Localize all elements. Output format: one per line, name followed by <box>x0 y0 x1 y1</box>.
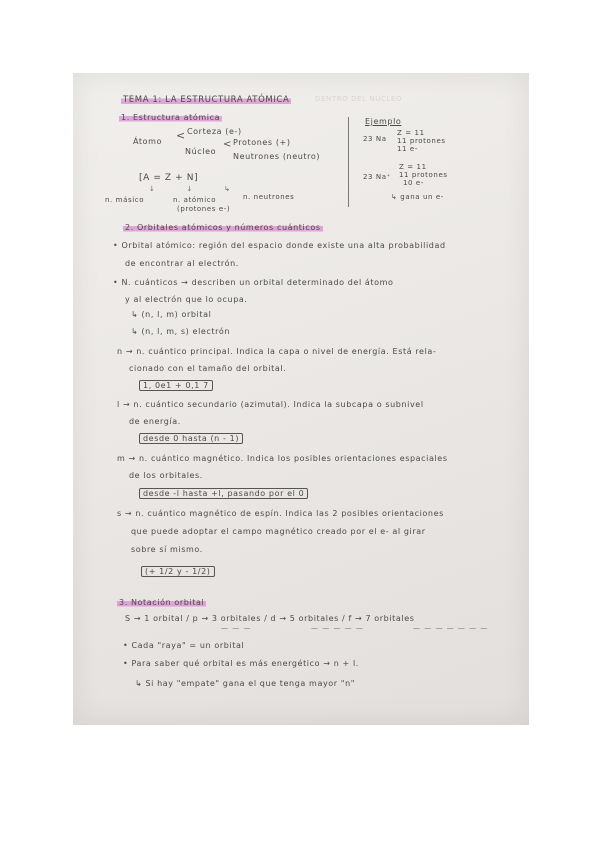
raya-bullet: • Cada "raya" = un orbital <box>123 641 245 650</box>
atom-word: Átomo <box>133 137 163 146</box>
ncuant-line2: y al electrón que lo ocupa. <box>125 295 248 304</box>
p-dashes: — — — <box>221 624 252 632</box>
ncuant-electron: ↳ (n, l, m, s) electrón <box>131 327 231 336</box>
notation-arrows: ↓ ↓ ↳ <box>149 185 231 193</box>
protones-e: (protones e-) <box>177 205 231 213</box>
l-box: desde 0 hasta (n - 1) <box>139 434 243 443</box>
orbital-def-line2: de encontrar al electrón. <box>125 259 239 268</box>
ex2-symbol: 23 Na⁺ <box>363 173 391 181</box>
gana-un-e: ↳ gana un e- <box>391 193 444 201</box>
orbital-counts: S → 1 orbital / p → 3 orbitales / d → 5 orbitales / f → 7 orbitales <box>125 614 415 623</box>
ejemplo-label: Ejemplo <box>365 117 402 126</box>
notebook-photo <box>73 73 529 725</box>
s-line2: que puede adoptar el campo magnético creado por el e- al girar <box>131 527 426 536</box>
ex1-z: Z = 11 <box>397 129 425 137</box>
mass-notation: [A = Z + N] <box>139 173 199 183</box>
l-line1: l → n. cuántico secundario (azimutal). Indica la subcapa o subnivel <box>117 400 424 409</box>
energy-bullet: • Para saber qué orbital es más energético → n + l. <box>123 659 359 668</box>
m-line1: m → n. cuántico magnético. Indica los posibles orientaciones espaciales <box>117 454 448 463</box>
section1-heading: 1. Estructura atómica <box>121 113 221 122</box>
n-masico: n. másico <box>105 196 145 204</box>
notes-page <box>73 73 529 725</box>
nucleo: Núcleo <box>185 147 217 156</box>
n-neutrones: n. neutrones <box>243 193 295 201</box>
orbital-def-line1: • Orbital atómico: región del espacio donde existe una alta probabilidad <box>113 241 446 250</box>
n-atomico: n. atómico <box>173 196 217 204</box>
s-line3: sobre sí mismo. <box>131 545 203 554</box>
protones: Protones (+) <box>233 138 291 147</box>
n-box: 1, 0e1 + 0,1 7 <box>139 381 213 390</box>
ex2-p: 11 protones <box>399 171 448 179</box>
ex2-e: 10 e- <box>403 179 424 187</box>
l-line2: de energía. <box>129 417 181 426</box>
f-dashes: — — — — — — — <box>413 624 489 632</box>
ex1-symbol: 23 Na <box>363 135 387 143</box>
d-dashes: — — — — — <box>311 624 364 632</box>
brace-open-1: < <box>176 129 186 142</box>
ncuant-orbital: ↳ (n, l, m) orbital <box>131 310 212 319</box>
s-line1: s → n. cuántico magnético de espín. Indica las 2 posibles orientaciones <box>117 509 444 518</box>
ex1-p: 11 protones <box>397 137 446 145</box>
ex2-z: Z = 11 <box>399 163 427 171</box>
m-box: desde -l hasta +l, pasando por el 0 <box>139 489 308 498</box>
ghost-note: DENTRO DEL NÚCLEO <box>315 95 403 103</box>
ncuant-line1: • N. cuánticos → describen un orbital determinado del átomo <box>113 278 394 287</box>
empate-note: ↳ Si hay "empate" gana el que tenga mayor "n" <box>135 679 356 688</box>
corteza: Corteza (e-) <box>187 127 242 136</box>
neutrones: Neutrones (neutro) <box>233 152 321 161</box>
section3-heading: 3. Notación orbital <box>119 598 205 607</box>
page-title: TEMA 1: LA ESTRUCTURA ATÓMICA <box>123 95 290 105</box>
n-line1: n → n. cuántico principal. Indica la capa o nivel de energía. Está rela- <box>117 347 437 356</box>
n-line2: cionado con el tamaño del orbital. <box>129 364 287 373</box>
s-box: (+ 1/2 y - 1/2) <box>141 567 215 576</box>
m-line2: de los orbitales. <box>129 471 203 480</box>
ex1-e: 11 e- <box>397 145 418 153</box>
section2-heading: 2. Orbitales atómicos y números cuánticos <box>125 223 321 232</box>
brace-open-2: < <box>223 139 232 150</box>
column-divider <box>348 117 349 207</box>
